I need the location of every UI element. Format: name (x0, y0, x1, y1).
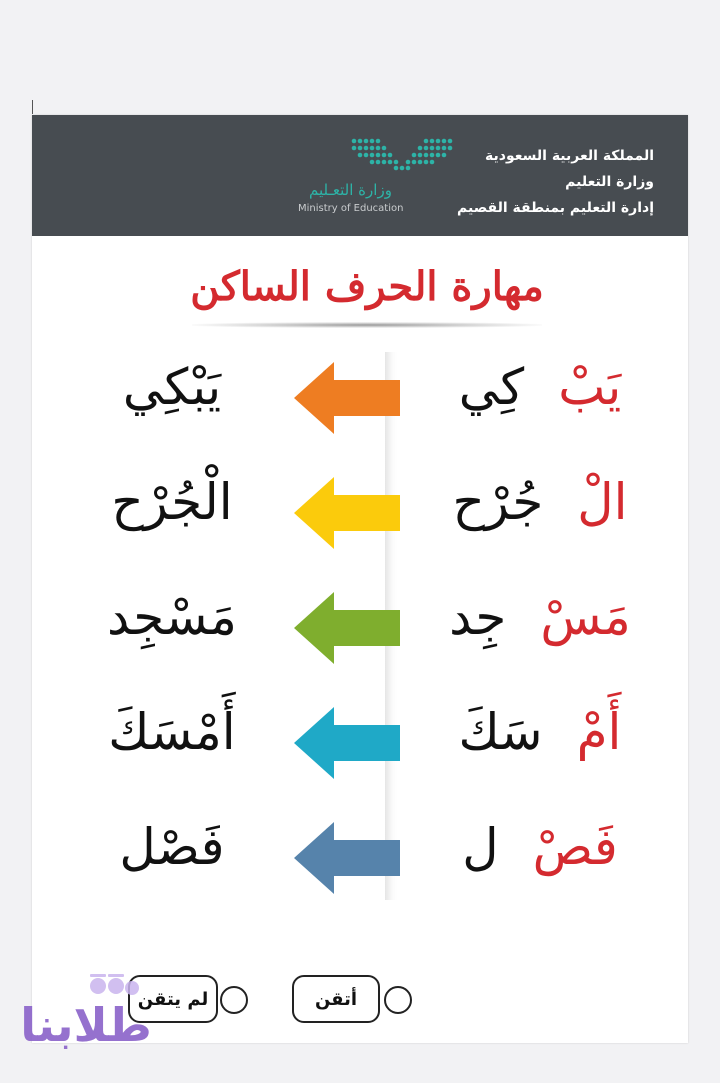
full-word: الْجُرْح (111, 473, 233, 531)
not-mastered-label: لم يتقن (128, 975, 218, 1023)
watermark-text: طلابنا (20, 998, 152, 1052)
full-word: أَمْسَكَ (108, 703, 236, 761)
full-word: يَبْكِي (122, 358, 222, 416)
arrow-left-icon (294, 822, 400, 894)
word-row (32, 812, 688, 902)
sukun-syllable: مَسْ (540, 588, 631, 646)
site-watermark (20, 972, 152, 1062)
sukun-syllable: فَصْ (532, 818, 618, 876)
arrow-shape (294, 477, 400, 549)
split-word (430, 818, 650, 876)
header-line-department: إدارة التعليم بمنطقة القصيم (457, 200, 654, 216)
header-text (457, 143, 654, 221)
word-remainder: ل (462, 818, 499, 876)
full-word: مَسْجِد (107, 588, 237, 646)
logo-arabic-text: وزارة التعـليم (309, 181, 392, 199)
arrow-left-icon (294, 592, 400, 664)
ministry-header (32, 115, 688, 236)
mastered-radio[interactable] (384, 986, 412, 1014)
split-word (430, 703, 650, 761)
sukun-syllable: الْ (577, 473, 628, 531)
arrow-left-icon (294, 477, 400, 549)
arrow-shape (294, 592, 400, 664)
sukun-syllable: أَمْ (576, 703, 622, 761)
full-word: فَصْل (119, 818, 225, 876)
word-remainder: سَكَ (458, 703, 543, 761)
split-word (430, 358, 650, 416)
page-margin-mark (32, 100, 33, 114)
split-word (430, 588, 650, 646)
word-row (32, 582, 688, 672)
logo-dots-icon (350, 137, 454, 171)
not-mastered-radio[interactable] (220, 986, 248, 1014)
word-remainder: كِي (458, 358, 525, 416)
title-underline (192, 322, 542, 328)
logo-english-text: Ministry of Education (298, 203, 404, 214)
word-row (32, 467, 688, 557)
word-row (32, 697, 688, 787)
ministry-logo (298, 137, 458, 221)
arrow-left-icon (294, 362, 400, 434)
arrow-shape (294, 362, 400, 434)
word-remainder: جُرْح (452, 473, 544, 531)
worksheet-title: مهارة الحرف الساكن (190, 263, 544, 310)
split-word (430, 473, 650, 531)
header-line-kingdom: المملكة العربية السعودية (485, 148, 654, 164)
worksheet (32, 115, 688, 1043)
sukun-syllable: يَبْ (558, 358, 622, 416)
arrow-left-icon (294, 707, 400, 779)
header-line-ministry: وزارة التعليم (565, 174, 654, 190)
arrow-shape (294, 822, 400, 894)
word-remainder: جِد (449, 588, 507, 646)
word-row (32, 352, 688, 442)
arrow-shape (294, 707, 400, 779)
mastered-label: أتقن (292, 975, 380, 1023)
